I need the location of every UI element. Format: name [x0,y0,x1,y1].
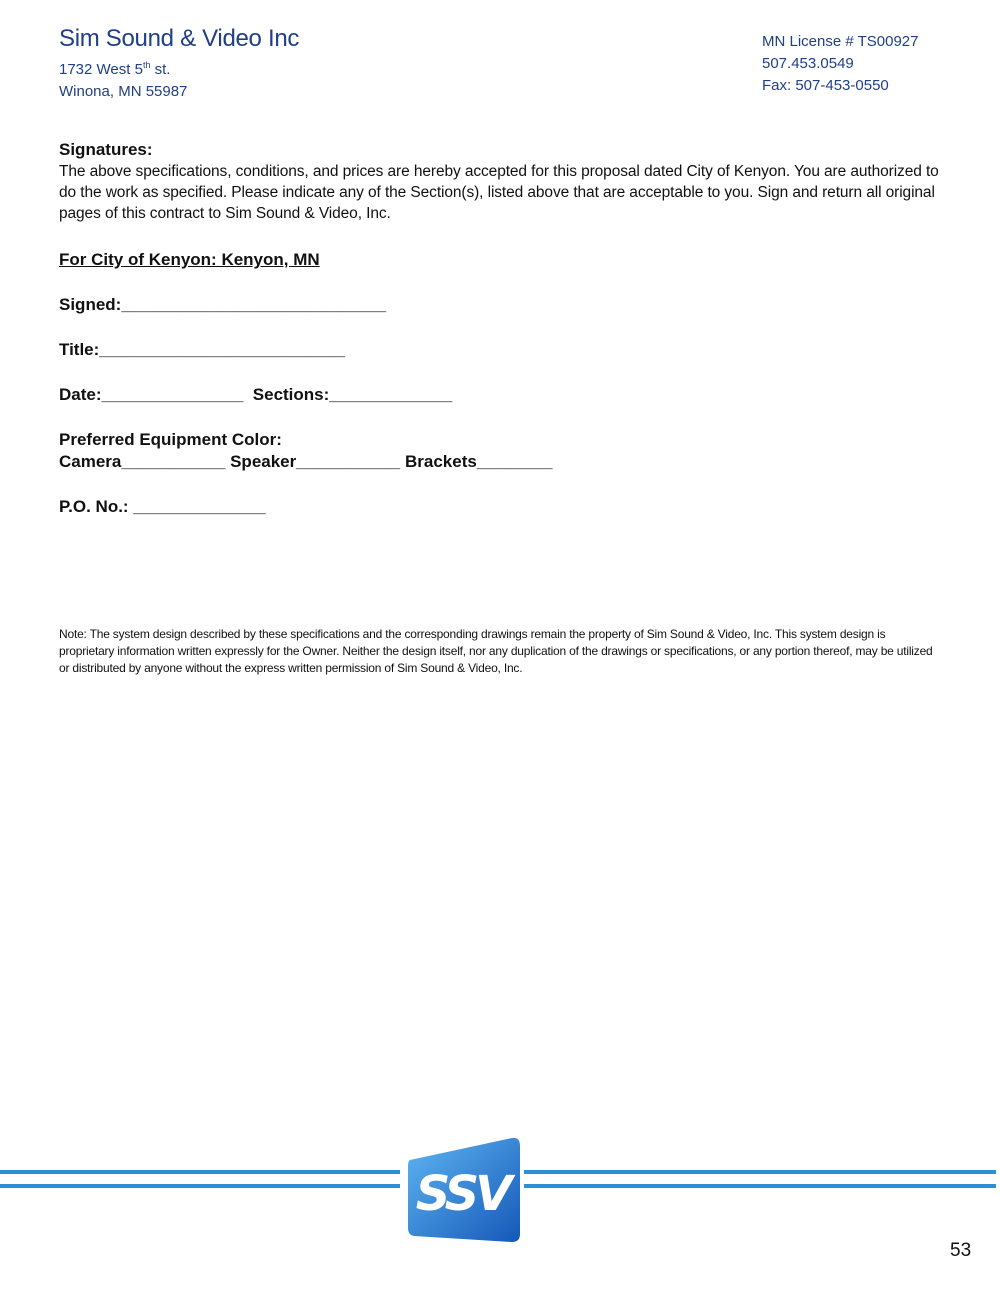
company-name: Sim Sound & Video Inc [59,25,300,52]
title-field: Title:__________________________ [59,340,346,359]
footer-rule-left [0,1170,400,1188]
preferred-color-label: Preferred Equipment Color: [59,430,282,449]
phone-number: 507.453.0549 [762,55,854,72]
license-block [762,31,918,97]
date-sections-field: Date:_______________ Sections:_____________ [59,385,453,404]
company-address-line2: Winona, MN 55987 [59,83,188,100]
signed-field: Signed:____________________________ [59,295,387,314]
ownership-note: Note: The system design described by these specifications and the corresponding drawings remain the property of Sim Sound & Video, Inc. This system design is proprietary information written expressly for the Owner. Neither the design itself, nor any duplication of the drawings or specifications, or any portion thereof, may be utilized or distributed by anyone without the express written permission of Sim Sound & Video, Inc. [59,627,933,675]
footer-rule-right [524,1170,996,1188]
color-fields: Camera___________ Speaker___________ Brackets________ [59,452,553,471]
po-number-field: P.O. No.: ______________ [59,497,266,516]
signatures-paragraph: The above specifications, conditions, and prices are hereby accepted for this proposal dated City of Kenyon. You are authorized to do the work as specified. Please indicate any of the Section(s), listed above that are acceptable to you. Sign and return all original pages of this contract to Sim Sound & Video, Inc. [59,163,939,222]
signatures-heading: Signatures: [59,140,153,159]
fax-number: Fax: 507-453-0550 [762,77,889,94]
for-city-label: For City of Kenyon: Kenyon, MN [59,250,320,269]
ssv-logo [404,1136,522,1244]
page-number: 53 [950,1240,972,1261]
company-block [59,24,299,103]
license-number: MN License # TS00927 [762,33,919,50]
logo-text: SSV [415,1166,509,1222]
company-address-line1: 1732 West 5th st. [59,60,171,78]
signatures-section [59,140,949,224]
